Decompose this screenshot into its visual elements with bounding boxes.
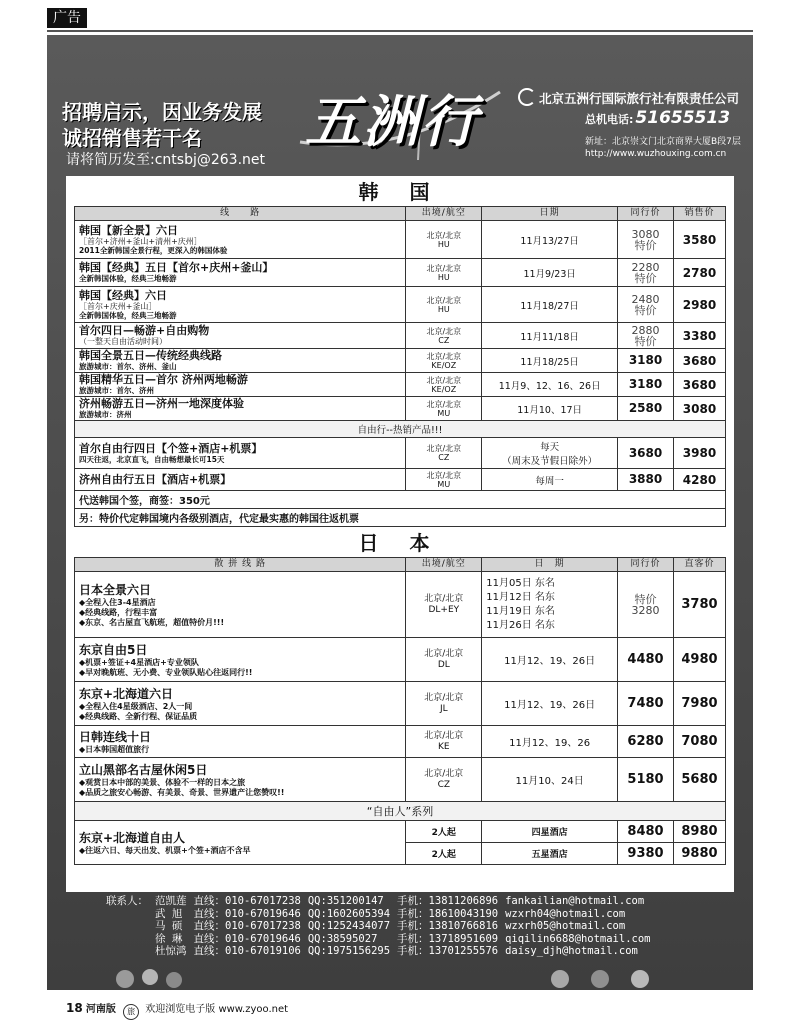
route-bullet: ◆观赏日本中部的美景、体验不一样的日本之旅 xyxy=(79,777,246,787)
route-air: KE/OZ xyxy=(431,360,457,370)
page-footer xyxy=(66,1000,288,1020)
korea-header-dest: 出境/航空 xyxy=(406,207,482,221)
peer-price: 3180 xyxy=(618,373,674,397)
ad-label: 广告 xyxy=(47,8,87,28)
contact-qq: QQ:1975156295 xyxy=(307,945,391,957)
peer-price: 3880 xyxy=(618,469,674,491)
hotel-note-row xyxy=(75,509,726,527)
contact-tel: 直线：010-67019106 xyxy=(193,945,301,957)
table-row xyxy=(75,638,726,682)
peer-price: 3180 xyxy=(618,349,674,373)
sale-price: 2980 xyxy=(674,287,726,323)
contacts-block xyxy=(106,895,658,958)
route-bullet: ◆机票+签证+4星酒店+专业领队 xyxy=(79,657,199,667)
route-air: JL xyxy=(439,703,448,714)
hotel-level: 五星酒店 xyxy=(482,843,618,865)
peer-note: 特价 xyxy=(634,334,657,348)
company-url[interactable]: http://www.wuzhouxing.com.cn xyxy=(585,149,727,159)
sale-price: 3080 xyxy=(674,397,726,421)
korea-table xyxy=(74,206,726,527)
korea-header-sale: 销售价 xyxy=(674,207,726,221)
contact-tel: 直线：010-67019646 xyxy=(193,932,301,945)
peer-price: 9380 xyxy=(618,843,674,865)
route-date: 11月26日 名东 xyxy=(486,619,555,631)
peer-price: 3080 xyxy=(631,227,660,241)
free-travel-separator-label: 自由行--热销产品!!! xyxy=(75,421,726,438)
korea-header-date: 日期 xyxy=(482,207,618,221)
route-date: 11月18/25日 xyxy=(482,349,618,373)
min-people: 2人起 xyxy=(406,821,482,843)
contact-name: 范凯莲 xyxy=(155,895,187,907)
decorative-figures-icon xyxy=(110,965,200,990)
sale-price: 3980 xyxy=(674,438,726,469)
contact-name: 马 硕 xyxy=(155,920,183,932)
peer-price: 4480 xyxy=(618,638,674,682)
route-desc: 全新韩国体验，经典三地畅游 xyxy=(79,274,177,283)
sale-price: 3680 xyxy=(674,349,726,373)
free-series-separator xyxy=(75,802,726,821)
japan-header-date: 日 期 xyxy=(482,558,618,572)
route-bullet: ◆往返六日、每天出发、机票+个签+酒店不含早 xyxy=(79,845,251,855)
route-air: DL+EY xyxy=(428,604,460,615)
japan-section-title: 日 本 xyxy=(358,531,442,555)
route-dest: 北京/北京 xyxy=(426,399,462,409)
route-title: 东京+北海道六日 xyxy=(79,686,174,701)
route-title: 济州自由行五日【酒店+机票】 xyxy=(79,472,232,486)
route-air: MU xyxy=(437,479,451,489)
japan-header-sale: 直客价 xyxy=(673,558,725,572)
route-date: 11月13/27日 xyxy=(482,221,618,259)
route-dest: 北京/北京 xyxy=(426,351,462,361)
route-bullet: ◆东京、名古屋直飞航班，超值特价月!!! xyxy=(79,617,225,627)
contact-mobile: 手机：13810766816 xyxy=(397,920,499,932)
content-panel xyxy=(66,176,734,892)
route-bullet: ◆经典线路，行程丰富 xyxy=(79,607,158,617)
route-air: MU xyxy=(437,408,451,418)
peer-price: 2580 xyxy=(618,397,674,421)
route-dest: 北京/北京 xyxy=(424,730,464,741)
phone-label: 总机电话: xyxy=(585,113,634,126)
route-air: HU xyxy=(437,304,450,314)
sale-price: 3580 xyxy=(674,221,726,259)
table-row xyxy=(75,726,726,758)
peer-note: 特价 xyxy=(634,592,657,606)
route-sub: ［首尔+庆州+釜山］ xyxy=(79,301,157,311)
route-dest: 北京/北京 xyxy=(426,230,462,240)
contact-tel: 直线：010-67017238 xyxy=(193,920,301,932)
page-number: 18 xyxy=(66,1001,83,1015)
contact-row xyxy=(106,908,658,921)
table-row xyxy=(75,373,726,397)
table-row xyxy=(75,221,726,259)
peer-note: 特价 xyxy=(634,303,657,317)
japan-header-peer: 同行价 xyxy=(618,558,674,572)
min-people: 2人起 xyxy=(406,843,482,865)
contact-row xyxy=(106,895,658,908)
route-date: 11月12、19、26 xyxy=(482,726,618,758)
phone-row xyxy=(585,108,730,128)
contact-row xyxy=(106,945,658,958)
sale-price: 2780 xyxy=(674,259,726,287)
company-logo-icon xyxy=(518,88,536,106)
route-date: 11月9/23日 xyxy=(482,259,618,287)
route-air: HU xyxy=(437,239,450,249)
contact-email[interactable]: daisy_djh@hotmail.com xyxy=(505,945,638,957)
japan-table xyxy=(74,557,726,865)
route-air: DL xyxy=(437,659,450,670)
contact-mobile: 手机：13811206896 xyxy=(397,895,499,907)
route-date: 11月19日 东名 xyxy=(486,605,555,617)
contact-email[interactable]: wzxrh04@hotmail.com xyxy=(505,907,626,920)
route-date: 11月9、12、16、26日 xyxy=(482,373,618,397)
route-desc: 旅游城市：首尔、济州 xyxy=(79,386,154,395)
phone-number: 51655513 xyxy=(635,108,731,128)
table-row xyxy=(75,572,726,638)
recruit-subheadline: 诚招销售若干名 xyxy=(62,126,202,150)
hotel-level: 四星酒店 xyxy=(482,821,618,843)
route-date: 11月10、24日 xyxy=(482,758,618,802)
peer-price: 5180 xyxy=(618,758,674,802)
route-dest: 北京/北京 xyxy=(424,593,464,604)
contact-tel: 直线：010-67019646 xyxy=(193,907,301,920)
edition-label: 河南版 xyxy=(85,1004,116,1015)
route-air: KE xyxy=(438,741,450,752)
japan-header-route: 散 拼 线 路 xyxy=(75,558,406,572)
contact-qq: QQ:1602605394 xyxy=(307,907,391,920)
brand-logo: 五洲行 xyxy=(305,89,479,155)
recruit-headline: 招聘启示，因业务发展 xyxy=(62,100,262,124)
route-dest: 北京/北京 xyxy=(426,444,462,453)
company-name-text: 北京五洲行国际旅行社有限责任公司 xyxy=(539,91,740,106)
contact-email[interactable]: fankailian@hotmail.com xyxy=(505,895,645,907)
route-dest: 北京/北京 xyxy=(426,326,462,336)
route-air: KE/OZ xyxy=(431,384,457,394)
route-bullet: ◆日本韩国超值旅行 xyxy=(79,744,150,754)
route-dest: 北京/北京 xyxy=(424,768,464,779)
table-row xyxy=(75,259,726,287)
table-row xyxy=(75,758,726,802)
route-title: 日韩连线十日 xyxy=(79,729,152,744)
route-sub: ［首尔+济州+釜山+清州+庆州］ xyxy=(79,236,202,246)
route-title: 东京+北海道自由人 xyxy=(79,830,186,845)
route-date: 11月12、19、26日 xyxy=(482,682,618,726)
sale-price: 9880 xyxy=(673,843,725,865)
table-row xyxy=(75,821,726,843)
route-date-note: （周末及节假日除外） xyxy=(502,456,598,467)
route-dest: 北京/北京 xyxy=(424,692,464,703)
contact-qq: QQ:351200147 xyxy=(307,895,384,907)
route-bullet: ◆全程入住3-4星酒店 xyxy=(79,597,156,607)
route-desc: 全新韩国体验，经典三地畅游 xyxy=(79,310,177,320)
route-title: 韩国【经典】五日【首尔+庆州+釜山】 xyxy=(79,261,274,274)
table-row xyxy=(75,397,726,421)
company-address: 新址：北京崇文门北京商界大厦B段7层 xyxy=(585,137,741,147)
table-row xyxy=(75,287,726,323)
peer-price: 6280 xyxy=(618,726,674,758)
table-row xyxy=(75,682,726,726)
route-air: HU xyxy=(437,272,450,282)
route-dest: 北京/北京 xyxy=(426,375,462,385)
contact-mobile: 手机：13718951609 xyxy=(397,932,499,945)
route-title: 韩国【新全景】六日 xyxy=(79,223,178,237)
route-desc: 旅游城市：首尔、济州、釜山 xyxy=(79,362,177,371)
peer-note: 特价 xyxy=(634,271,657,285)
route-dest: 北京/北京 xyxy=(426,263,462,273)
contact-qq: QQ:1252434077 xyxy=(307,920,391,932)
route-bullet: ◆经典线路、全新行程、保证品质 xyxy=(79,711,198,721)
contact-tel: 直线：010-67017238 xyxy=(193,895,301,907)
contacts-label: 联系人： xyxy=(106,895,148,907)
table-row xyxy=(75,469,726,491)
route-dest: 北京/北京 xyxy=(426,295,462,305)
sale-price: 3680 xyxy=(674,373,726,397)
route-sub: （一整天自由活动时间） xyxy=(79,337,167,346)
route-air: CZ xyxy=(438,453,450,462)
route-bullet: ◆全程入住4星级酒店、2人一间 xyxy=(79,701,193,711)
contact-email[interactable]: wzxrh05@hotmail.com xyxy=(505,920,626,932)
route-bullet: ◆早对晚航班、无小费、专业领队贴心往返同行!! xyxy=(79,667,253,677)
route-title: 韩国精华五日—首尔 济州两地畅游 xyxy=(79,373,248,386)
route-date: 每天 xyxy=(540,442,560,453)
sale-price: 7980 xyxy=(673,682,725,726)
contact-row xyxy=(106,933,658,946)
contact-name: 杜惊鸿 xyxy=(155,945,187,957)
travel-logo-icon: 旅 xyxy=(123,1004,139,1020)
route-air: CZ xyxy=(437,779,451,790)
peer-price: 7480 xyxy=(618,682,674,726)
sale-price: 4280 xyxy=(674,469,726,491)
korea-header-route: 线 路 xyxy=(75,207,406,221)
route-date: 11月11/18日 xyxy=(482,323,618,349)
contact-name: 徐 琳 xyxy=(155,932,183,945)
peer-price: 2280 xyxy=(631,260,660,274)
peer-price: 3680 xyxy=(618,438,674,469)
route-date: 11月10、17日 xyxy=(482,397,618,421)
route-title: 韩国全景五日—传统经典线路 xyxy=(79,349,222,362)
contact-mobile: 手机：13701255576 xyxy=(397,945,499,957)
free-travel-separator xyxy=(75,421,726,438)
route-date: 11月12、19、26日 xyxy=(482,638,618,682)
route-title: 济州畅游五日—济州一地深度体验 xyxy=(79,397,244,410)
contact-qq: QQ:38595027 xyxy=(307,932,378,945)
sale-price: 7080 xyxy=(673,726,725,758)
visa-note: 代送韩国个签，商签：350元 xyxy=(75,491,726,509)
route-date: 每周一 xyxy=(482,469,618,491)
peer-note: 特价 xyxy=(634,238,657,252)
route-title: 日本全景六日 xyxy=(79,582,152,597)
japan-header-dest: 出境/航空 xyxy=(406,558,482,572)
route-bullet: ◆品质之旅安心畅游、有美景、奇景、世界遗产让您赞叹!! xyxy=(79,787,285,797)
sale-price: 8980 xyxy=(673,821,725,843)
route-desc: 旅游城市：济州 xyxy=(79,410,132,419)
korea-header-peer: 同行价 xyxy=(618,207,674,221)
route-title: 东京自由5日 xyxy=(79,642,148,657)
peer-price: 2480 xyxy=(631,292,660,306)
recruit-email: 请将简历发至:cntsbj@263.net xyxy=(66,152,265,168)
footer-site-text[interactable]: 欢迎浏览电子版 www.zyoo.net xyxy=(145,1004,289,1015)
route-title: 首尔自由行四日【个签+酒店+机票】 xyxy=(79,441,263,455)
sale-price: 3380 xyxy=(674,323,726,349)
route-desc: 四天往返，北京直飞，自由畅想最长可15天 xyxy=(79,454,225,464)
table-row xyxy=(75,323,726,349)
table-row xyxy=(75,349,726,373)
sale-price: 3780 xyxy=(673,572,725,638)
peer-price: 2880 xyxy=(631,323,660,337)
contact-name: 武 旭 xyxy=(155,907,183,920)
decorative-characters-icon xyxy=(540,965,680,990)
table-row xyxy=(75,438,726,469)
top-divider xyxy=(47,30,753,32)
route-date: 11月18/27日 xyxy=(482,287,618,323)
route-title: 韩国【经典】六日 xyxy=(79,288,167,302)
route-title: 立山黑部名古屋休闲5日 xyxy=(79,762,208,777)
sale-price: 5680 xyxy=(673,758,725,802)
route-desc: 2011全新韩国全景行程，更深入的韩国体验 xyxy=(79,245,228,255)
route-title: 首尔四日—畅游+自由购物 xyxy=(79,324,210,337)
route-date: 11月05日 东名 xyxy=(486,577,555,589)
korea-section-title: 韩 国 xyxy=(358,180,442,204)
peer-price: 8480 xyxy=(618,821,674,843)
route-dest: 北京/北京 xyxy=(424,648,464,659)
contact-email[interactable]: qiqilin6688@hotmail.com xyxy=(505,932,651,945)
sale-price: 4980 xyxy=(673,638,725,682)
company-name xyxy=(518,88,739,107)
contact-row xyxy=(106,920,658,933)
contact-mobile: 手机：18610043190 xyxy=(397,907,499,920)
route-air: CZ xyxy=(438,335,450,345)
route-date: 11月12日 名东 xyxy=(486,591,555,603)
peer-price: 3280 xyxy=(631,603,660,617)
visa-note-row xyxy=(75,491,726,509)
route-dest: 北京/北京 xyxy=(426,470,462,480)
hotel-note: 另：特价代定韩国境内各级别酒店，代定最实惠的韩国往返机票 xyxy=(75,509,726,527)
free-series-separator-label: “自由人”系列 xyxy=(75,802,726,821)
